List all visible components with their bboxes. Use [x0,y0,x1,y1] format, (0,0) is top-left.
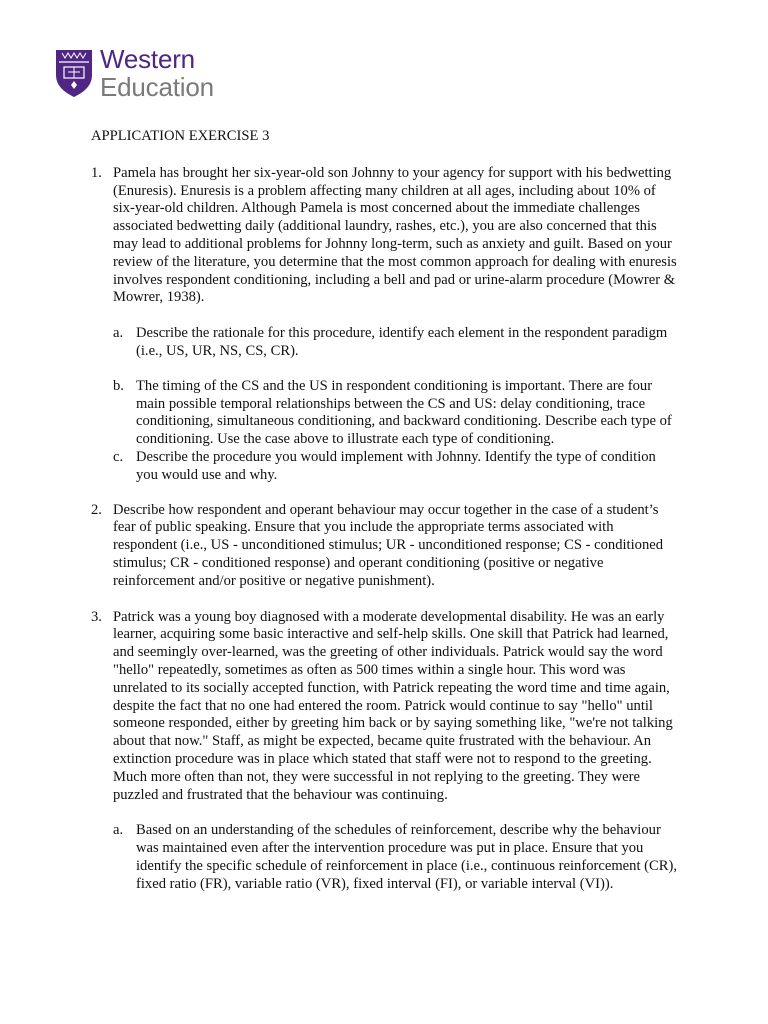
question-text: Describe how respondent and operant behaviour may occur together in the case of a student’s fear of public speaking. Ensure that you include the appropriate terms associated with respondent (i.e., US - unconditioned stimulus; UR - unconditioned response; CS - conditioned stimulus; CR - conditioned response) and operant conditioning (positive or negative reinforcement and/or positive or negative punishment). [113,501,664,589]
sub-letter: a. [113,325,124,342]
question-3 [91,609,681,805]
question-number: 1. [91,164,102,181]
wordmark-western: Western [100,44,195,74]
question-1c [113,449,681,485]
question-3a [113,822,681,893]
question-1 [91,165,681,307]
question-1b [113,378,681,449]
sub-text: Based on an understanding of the schedules of reinforcement, describe why the behaviour was maintained even after the intervention procedure was put in place. Ensure that you identify the specific schedule of reinforcement in place (i.e., continuous reinforcement (CR), fixed ratio (FR), variable ratio (VR), fixed interval (FI), or variable interval (VI)). [136,822,677,892]
western-education-logo [54,46,214,100]
question-text: Pamela has brought her six-year-old son Johnny to your agency for support with his bedwetting (Enuresis). Enuresis is a problem affecting many children at all ages, including about 10% of six-year-old children. Although Pamela is most concerned about the immediate challenges associated bedwetting daily (additional laundry, rashes, etc.), you are also concerned that this may lead to additional problems for Johnny long-term, such as anxiety and guilt. Based on your review of the literature, you determine that the most common approach for dealing with enuresis involves respondent conditioning, including a bell and pad or urine-alarm procedure (Mowrer & Mowrer, 1938). [113,164,677,306]
sub-text: Describe the rationale for this procedure, identify each element in the respondent paradigm (i.e., US, UR, NS, CS, CR). [136,325,668,359]
sub-text: The timing of the CS and the US in respondent conditioning is important. There are four main possible temporal relationships between the CS and US: delay conditioning, trace conditioning, simultaneous conditioning, and backward conditioning. Describe each type of conditioning. Use the case above to illustrate each type of conditioning. [136,377,672,448]
question-number: 2. [91,501,102,518]
question-number: 3. [91,608,102,625]
wordmark [100,46,214,100]
wordmark-education: Education [100,72,214,102]
sub-letter: c. [113,448,124,465]
question-1a [113,325,681,361]
sub-text: Describe the procedure you would implement with Johnny. Identify the type of condition you would use and why. [136,448,656,483]
western-crest-icon [54,48,94,98]
document-body [91,128,681,893]
question-2 [91,502,681,591]
question-text: Patrick was a young boy diagnosed with a moderate developmental disability. He was an early learner, acquiring some basic interactive and self-help skills. One skill that Patrick had learned, and seemingly over-learned, was the greeting of other individuals. Patrick would say the word "hello" repeatedly, sometimes as often as 500 times within a single hour. This word was unrelated to its socially accepted function, with Patrick repeating the word time and time again, despite the fact that no one had entered the room. Patrick would continue to say "hello" until someone responded, either by greeting him back or by saying something like, "we're not talking about that now." Staff, as might be expected, became quite frustrated with the behaviour. An extinction procedure was in place which stated that staff were not to respond to the greeting. Much more often than not, they were successful in not replying to the greeting. They were puzzled and frustrated that the behaviour was continuing. [113,608,673,803]
sub-letter: b. [113,377,124,394]
sub-letter: a. [113,822,124,839]
exercise-title: APPLICATION EXERCISE 3 [91,128,270,144]
